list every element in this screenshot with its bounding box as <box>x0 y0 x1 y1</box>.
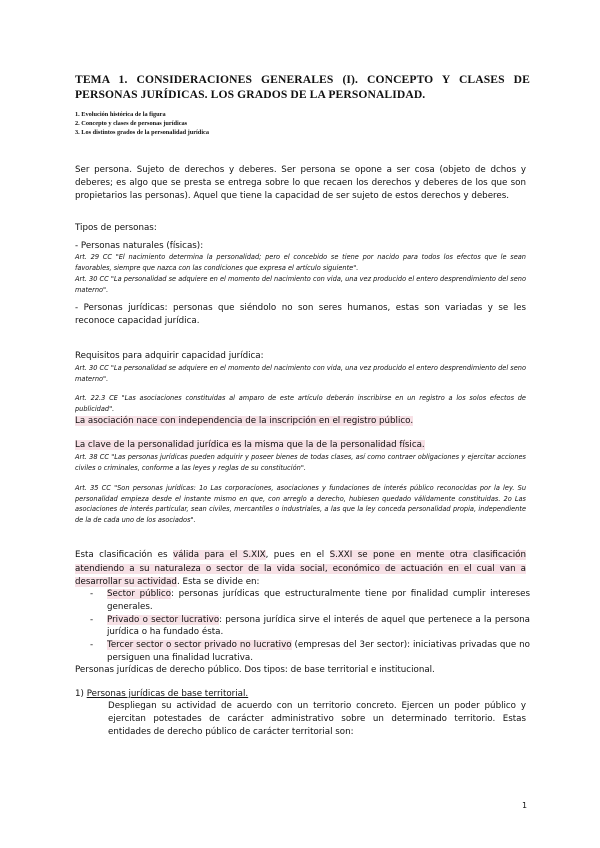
clave-note <box>75 439 425 452</box>
sector-privado-text: : persona jurídica sirve el interés de aquel que pertenece a la persona jurídica o ha fundado ésta. <box>107 614 530 638</box>
topic-index <box>75 110 209 138</box>
clasif-text: Esta clasificación es <box>75 550 173 560</box>
art38-quote: Art. 38 CC "Las personas jurídicas pueden adquirir y poseer bienes de todas clases, así como contraer obligaciones y ejercitar acciones civiles o criminales, conforme a las leyes y reglas de su constitución". <box>75 453 526 472</box>
art30-quote-2: Art. 30 CC "La personalidad se adquiere en el momento del nacimiento con vida, una vez producido el entero desprendimiento del seno materno". <box>75 364 526 383</box>
clasif-highlight: válida para el S.XIX <box>172 550 266 560</box>
list-item <box>90 614 530 640</box>
document-title: TEMA 1. CONSIDERACIONES GENERALES (I). CONCEPTO Y CLASES DE PERSONAS JURÍDICAS. LOS GRADOS DE LA PERSONALIDAD. <box>75 73 530 101</box>
territorial-body: Despliegan su actividad de acuerdo con un territorio concreto. Ejercen un poder público y ejercitan potestades de carácter administrativo sobre un determinado territorio. Estas entidades de derecho público de carácter territorial son: <box>108 701 526 737</box>
art35-quote: Art. 35 CC "Son personas jurídicas: 1o Las corporaciones, asociaciones y fundaciones de interés público reconocidas por la ley. Su personalidad empieza desde el instante mismo en que, con arreglo a derecho, hubiesen quedado válidamente constituidas. 2o Las asociaciones de interés particular, sean civiles, mercantiles o industriales, a las que la ley conceda personalidad propia, independiente de la de cada uno de los asociados". <box>75 484 526 524</box>
asociacion-note <box>75 415 413 428</box>
art22-quote: Art. 22.3 CE "Las asociaciones constituidas al amparo de este artículo deberán inscribirse en un registro a los solos efectos de publicidad". <box>75 394 526 413</box>
territorial-title: Personas jurídicas de base territorial. <box>86 689 249 699</box>
list-item <box>90 639 530 665</box>
bullet-dash: - <box>90 589 94 599</box>
clasif-highlight: S.XXI se pone en mente otra clasificación atendiendo a su naturaleza o sector de la vida social, económico de actuación en el cual van a desarrollar su actividad <box>75 550 526 587</box>
page-number: 1 <box>522 801 528 810</box>
tipos-heading: Tipos de personas: <box>75 223 157 233</box>
clasif-text: , pues en el <box>265 550 330 560</box>
juridicas-paragraph: - Personas jurídicas: personas que siéndolo no son seres humanos, estas son variadas y se les reconoce capacidad jurídica. <box>75 303 526 326</box>
requisitos-heading: Requisitos para adquirir capacidad jurídica: <box>75 351 264 361</box>
derecho-publico-paragraph: Personas jurídicas de derecho público. Dos tipos: de base territorial e institucional. <box>75 665 435 675</box>
sector-publico-text: : personas jurídicas que estructuralmente tiene por finalidad cumplir intereses generales. <box>107 589 530 612</box>
tercer-sector-text: (empresas del 3er sector): iniciativas privadas que no persiguen una finalidad lucrativa. <box>107 640 530 663</box>
asociacion-highlight: La asociación nace con independencia de la inscripción en el registro público. <box>75 416 414 426</box>
list-item <box>90 588 530 614</box>
art29-quote: Art. 29 CC "El nacimiento determina la personalidad; pero el concebido se tiene por nacido para todos los efectos que le sean favorables, siempre que nazca con las condiciones que expresa el artículo siguiente". <box>75 253 526 272</box>
index-item: 2. Concepto y clases de personas jurídicas <box>75 120 188 127</box>
intro-paragraph: Ser persona. Sujeto de derechos y deberes. Ser persona se opone a ser cosa (objeto de dchos y deberes; es algo que se presta se entrega sobre lo que recaen los derechos y deberes de los que son propietarios las personas). Aquel que tiene la capacidad de ser sujeto de estos derechos y deberes. <box>75 165 526 201</box>
index-item: 1. Evolución histórica de la figura <box>75 111 166 118</box>
index-item: 3. Los distintos grados de la personalidad jurídica <box>75 129 210 136</box>
tercer-sector-label: Tercer sector o sector privado no lucrativo <box>107 640 292 651</box>
naturales-heading: - Personas naturales (físicas): <box>75 241 204 251</box>
sector-list <box>90 588 530 665</box>
clasif-text: . Esta se divide en: <box>176 577 260 587</box>
clave-highlight: La clave de la personalidad jurídica es la misma que la de la personalidad física. <box>75 440 425 450</box>
sector-privado-label: Privado o sector lucrativo <box>107 614 220 625</box>
territorial-number: 1) <box>75 689 87 699</box>
art30-quote: Art. 30 CC "La personalidad se adquiere en el momento del nacimiento con vida, una vez producido el entero desprendimiento del seno materno". <box>75 275 526 294</box>
bullet-dash: - <box>90 614 94 625</box>
sector-publico-label: Sector público <box>107 589 172 599</box>
clasificacion-paragraph <box>75 549 526 590</box>
bullet-dash: - <box>90 640 94 651</box>
